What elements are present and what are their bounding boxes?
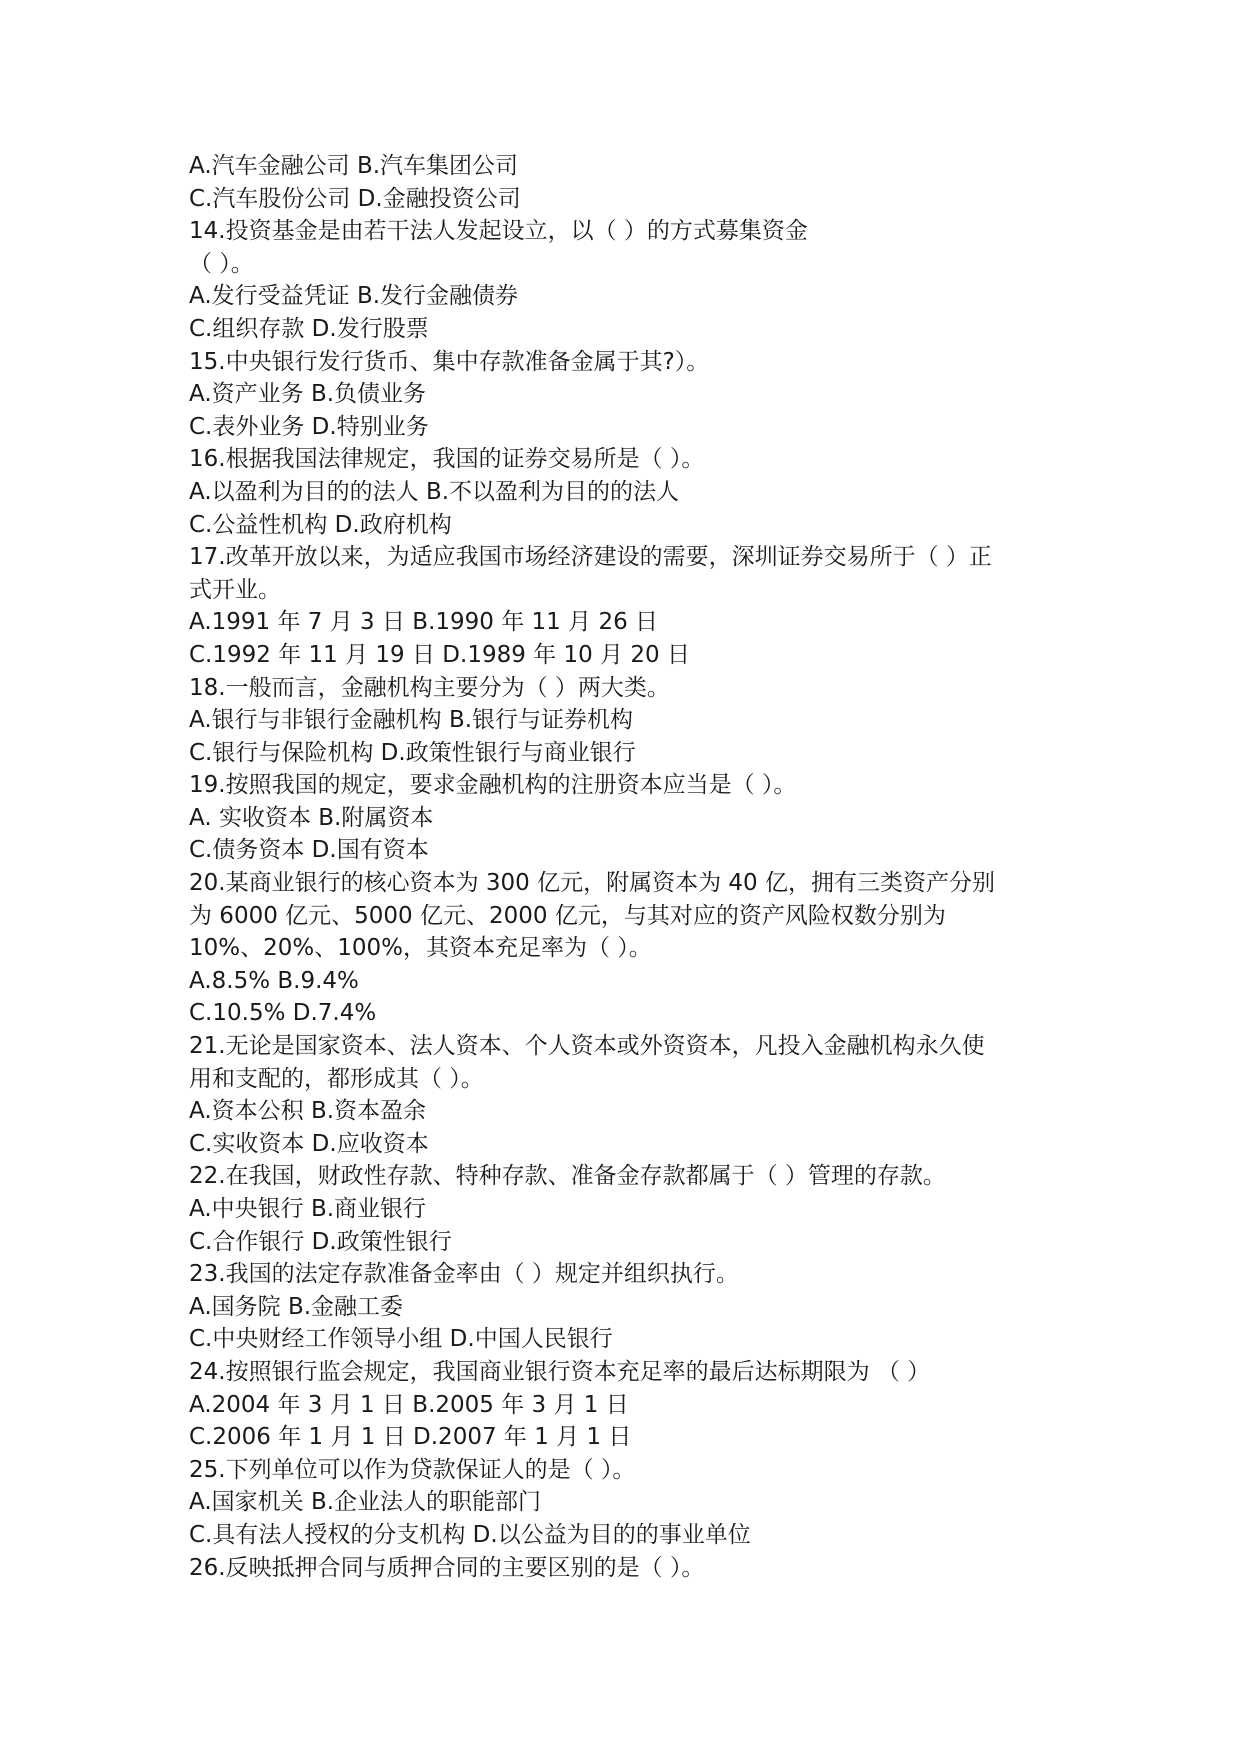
question-24: 24.按照银行监会规定，我国商业银行资本充足率的最后达标期限为 （ ） [189,1358,931,1385]
text-line: A.资本公积 B.资本盈余 [189,1098,427,1125]
text-line: A.2004 年 3 月 1 日 B.2005 年 3 月 1 日 [189,1391,629,1418]
text-line: C.2006 年 1 月 1 日 D.2007 年 1 月 1 日 [189,1424,632,1451]
text-line: C.汽车股份公司 D.金融投资公司 [189,185,521,212]
question-16: 16.根据我国法律规定，我国的证券交易所是（ ）。 [189,446,705,473]
question-18: 18.一般而言，金融机构主要分为（ ）两大类。 [189,674,670,701]
text-line: （ ）。 [189,250,254,277]
document-body [189,150,1069,1584]
question-25: 25.下列单位可以作为贷款保证人的是（ ）。 [189,1456,636,1483]
text-line: A.以盈利为目的的法人 B.不以盈利为目的的法人 [189,478,680,505]
text-line: C.中央财经工作领导小组 D.中国人民银行 [189,1326,613,1353]
question-14: 14.投资基金是由若干法人发起设立，以（ ）的方式募集资金 [189,218,808,245]
question-22: 22.在我国，财政性存款、特种存款、准备金存款都属于（ ）管理的存款。 [189,1163,946,1190]
text-line: C.具有法人授权的分支机构 D.以公益为目的的事业单位 [189,1521,751,1548]
text-line: A.银行与非银行金融机构 B.银行与证券机构 [189,707,634,734]
text-line: C.实收资本 D.应收资本 [189,1130,429,1157]
text-line: A.1991 年 7 月 3 日 B.1990 年 11 月 26 日 [189,609,659,636]
text-line: C.银行与保险机构 D.政策性银行与商业银行 [189,739,636,766]
text-line: C.组织存款 D.发行股票 [189,315,429,342]
text-line: 式开业。 [189,576,281,603]
text-line: A.国家机关 B.企业法人的职能部门 [189,1489,542,1516]
question-26: 26.反映抵押合同与质押合同的主要区别的是（ ）。 [189,1554,705,1581]
text-line: A.资产业务 B.负债业务 [189,381,427,408]
text-line: C.公益性机构 D.政府机构 [189,511,452,538]
text-line: 为 6000 亿元、5000 亿元、2000 亿元，与其对应的资产风险权数分别为 [189,902,946,929]
question-19: 19.按照我国的规定，要求金融机构的注册资本应当是（ ）。 [189,772,797,799]
text-line: 10%、20%、100%，其资本充足率为（ ）。 [189,935,652,962]
text-line: C.1992 年 11 月 19 日 D.1989 年 10 月 20 日 [189,641,690,668]
text-line: 用和支配的，都形成其（ ）。 [189,1065,484,1092]
question-23: 23.我国的法定存款准备金率由（ ）规定并组织执行。 [189,1261,739,1288]
question-17: 17.改革开放以来，为适应我国市场经济建设的需要，深圳证券交易所于（ ）正 [189,544,992,571]
question-21: 21.无论是国家资本、法人资本、个人资本或外资资本，凡投入金融机构永久使 [189,1033,985,1060]
text-line: A.中央银行 B.商业银行 [189,1196,427,1222]
text-line: C.10.5% D.7.4% [189,1000,377,1027]
text-line: C.债务资本 D.国有资本 [189,837,429,864]
text-line: A.发行受益凭证 B.发行金融债券 [189,283,519,310]
text-line: C.表外业务 D.特别业务 [189,413,429,440]
text-line: A. 实收资本 B.附属资本 [189,804,434,831]
text-line: A.汽车金融公司 B.汽车集团公司 [189,153,519,179]
text-line: A.8.5% B.9.4% [189,967,359,994]
text-line: C.合作银行 D.政策性银行 [189,1228,452,1255]
question-20: 20.某商业银行的核心资本为 300 亿元，附属资本为 40 亿，拥有三类资产分别 [189,870,995,897]
text-line: A.国务院 B.金融工委 [189,1293,404,1320]
question-15: 15.中央银行发行货币、集中存款准备金属于其?）。 [189,348,710,375]
